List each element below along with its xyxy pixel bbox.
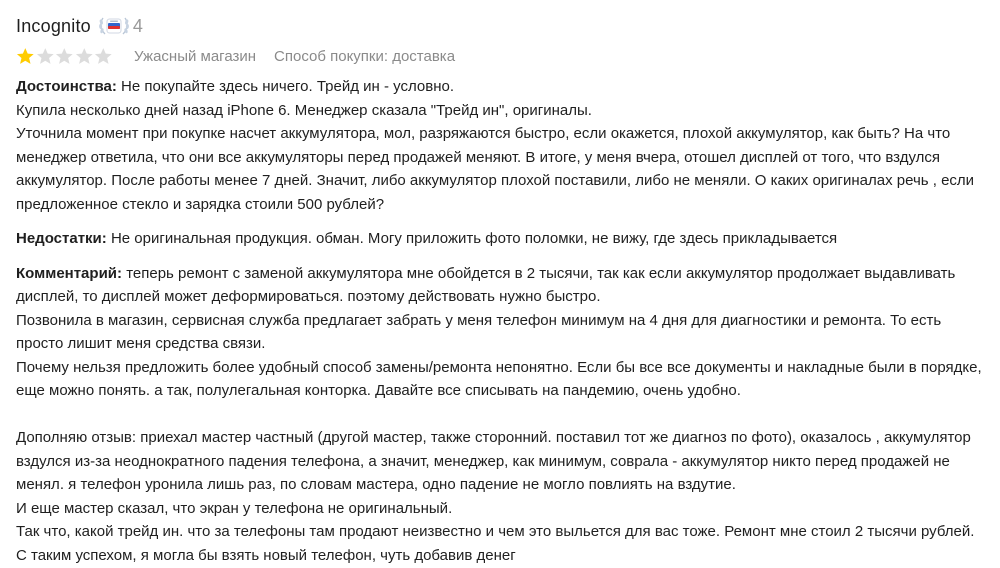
cons-text: Не оригинальная продукция. обман. Могу приложить фото поломки, не вижу, где здесь прикладывается [110, 230, 838, 247]
addendum-text-2: И еще мастер сказал, что экран у телефона не оригинальный. [16, 499, 453, 517]
pros-title: Достоинства: [16, 78, 117, 95]
pros-text-2: Купила несколько дней назад iPhone 6. Менеджер сказала "Трейд ин", оригиналы. [16, 101, 592, 119]
rating-stars [16, 47, 114, 65]
addendum-text-3: Так что, какой трейд ин. что за телефоны там продают неизвестно и чем это выльется для вас тоже. Ремонт мне стоил 2 тысячи рублей. С таким успехом, я могла бы взять новый телефон, чуть добавив денег [16, 523, 975, 564]
star-empty-icon [75, 47, 94, 65]
comment-section [16, 262, 984, 568]
comment-title: Комментарий: [16, 264, 123, 282]
cons-title: Недостатки: [16, 230, 107, 247]
author-name[interactable]: Incognito [16, 15, 91, 36]
comment-text-3: Почему нельзя предложить более удобный способ замены/ремонта непонятно. Если бы все все документы и накладные были в порядке, еще можно понять. а так, полулегальная конторка. Давайте все списывать на пандемию, очень удобно. [16, 358, 982, 399]
star-empty-icon [55, 47, 74, 65]
purchase-method: Способ покупки: доставка [274, 47, 456, 65]
laurel-badge-icon[interactable] [97, 14, 131, 38]
comment-text-1: теперь ремонт с заменой аккумулятора мне обойдется в 2 тысячи, так как если аккумулятор продолжает выдавливать дисплей, то дисплей может деформироваться. поэтому действовать нужно быстро. [16, 264, 956, 305]
review-meta [16, 43, 984, 69]
comment-text-2: Позвонила в магазин, сервисная служба предлагает забрать у меня телефон минимум на 4 дня для диагностики и ремонта. То есть просто лишит меня средства связи. [16, 311, 942, 352]
badge-count: 4 [132, 15, 143, 36]
star-empty-icon [36, 47, 55, 65]
addendum-text-1: Дополняю отзыв: приехал мастер частный (другой мастер, также сторонний. поставил тот же диагноз по фото), оказалось , аккумулятор вздулся из-за неоднократного падения телефона, а значит, менеджер, как минимум, соврала - аккумулятор никто перед продажей не менял. я телефон уронила лишь раз, по словам мастера, одно падение не могло повлиять на вздутие. [16, 429, 971, 493]
star-filled-icon [16, 47, 35, 65]
star-empty-icon [94, 47, 113, 65]
pros-line-1 [16, 75, 984, 99]
cons-section [16, 227, 984, 251]
pros-text-3: Уточнила момент при покупке насчет аккумулятора, мол, разряжаются быстро, если окажется, плохой аккумулятор, как быть? На что менеджер ответила, что они все аккумуляторы перед продажей меняют. В итоге, у меня вчера, отошел дисплей от того, что вздулся аккумулятор. После работы менее 7 дней. Значит, либо аккумулятор плохой поставили, либо не меняли. О каких оригиналах речь , если предложенное стекло и зарядка стоили 500 рублей? [16, 125, 975, 213]
cons-line [16, 227, 984, 251]
blank-line [16, 403, 984, 427]
rating-label: Ужасный магазин [134, 47, 257, 65]
pros-section [16, 75, 984, 216]
review-header [16, 12, 984, 40]
pros-text-1: Не покупайте здесь ничего. Трейд ин - условно. [121, 78, 455, 95]
comment-line-1 [16, 262, 984, 309]
